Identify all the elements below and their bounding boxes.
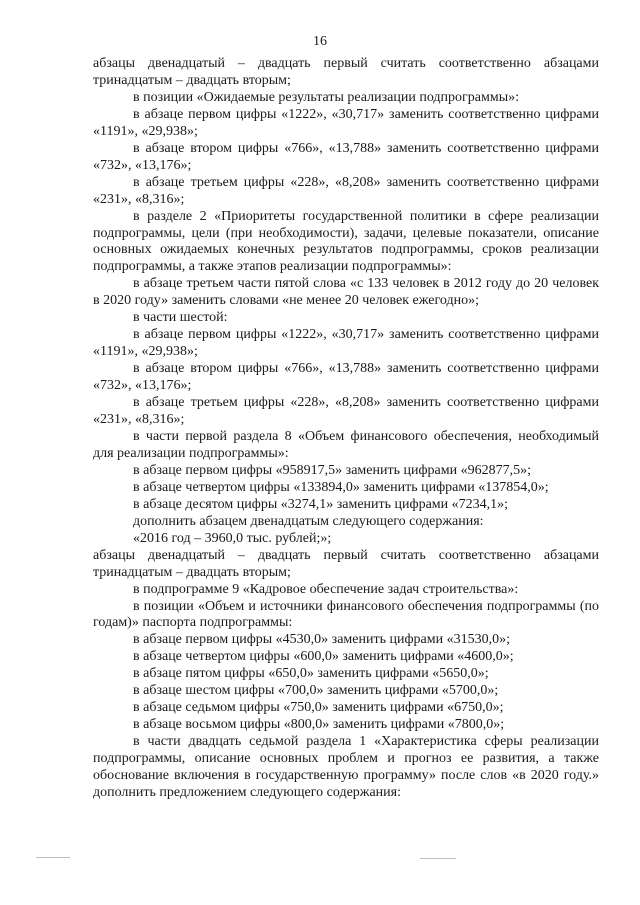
paragraph-13: в абзаце первом цифры «958917,5» заменить цифрами «962877,5»; [133, 462, 531, 478]
paragraph-10: в абзаце втором цифры «766», «13,788» заменить соответственно цифрами «732», «13,176»; [93, 361, 599, 394]
paragraph-11: в абзаце третьем цифры «228», «8,208» заменить соответственно цифрами «231», «8,316»; [93, 395, 599, 428]
paragraph-7: в абзаце третьем части пятой слова «с 133 человек в 2012 году до 20 человек в 2020 году» заменить словами «не менее 20 человек ежегодно»; [93, 276, 599, 309]
paragraph-20: в позиции «Объем и источники финансового обеспечения подпрограммы (по годам)» паспорта подпрограммы: [93, 598, 599, 631]
paragraph-14: в абзаце четвертом цифры «133894,0» заменить цифрами «137854,0»; [133, 479, 549, 495]
paragraph-23: в абзаце пятом цифры «650,0» заменить цифрами «5650,0»; [133, 666, 489, 682]
paragraph-18: абзацы двенадцатый – двадцать первый считать соответственно абзацами тринадцатым – двадцать вторым; [93, 547, 599, 580]
paragraph-16: дополнить абзацем двенадцатым следующего содержания: [133, 513, 484, 529]
paragraph-27: в части двадцать седьмой раздела 1 «Характеристика сферы реализации подпрограммы, описание основных проблем и прогноз ее развития, а также обоснование включения в государственную программу» после слов «в 2020 году.» дополнить предложением следующего содержания: [93, 734, 599, 800]
scan-speck-left [36, 857, 70, 858]
paragraph-4: в абзаце втором цифры «766», «13,788» заменить соответственно цифрами «732», «13,176»; [93, 140, 599, 173]
paragraph-6: в разделе 2 «Приоритеты государственной политики в сфере реализации подпрограммы, цели (при необходимости), задачи, целевые показатели, описание основных ожидаемых конечных результатов подпрограммы, сроков реализации подпрограммы, а также этапов реализации подпрограммы»: [93, 208, 599, 275]
paragraph-3: в абзаце первом цифры «1222», «30,717» заменить соответственно цифрами «1191», «29,938»; [93, 106, 599, 139]
paragraph-8: в части шестой: [133, 310, 228, 326]
document-body [93, 56, 599, 802]
scan-speck-right [420, 858, 456, 859]
paragraph-25: в абзаце седьмом цифры «750,0» заменить цифрами «6750,0»; [133, 700, 504, 716]
paragraph-19: в подпрограмме 9 «Кадровое обеспечение задач строительства»: [133, 581, 519, 597]
paragraph-24: в абзаце шестом цифры «700,0» заменить цифрами «5700,0»; [133, 683, 499, 699]
paragraph-22: в абзаце четвертом цифры «600,0» заменить цифрами «4600,0»; [133, 649, 514, 665]
paragraph-26: в абзаце восьмом цифры «800,0» заменить цифрами «7800,0»; [133, 717, 505, 733]
page-number: 16 [313, 34, 327, 49]
paragraph-1: абзацы двенадцатый – двадцать первый считать соответственно абзацами тринадцатым – двадцать вторым; [93, 56, 599, 88]
paragraph-17: «2016 год – 3960,0 тыс. рублей;»; [133, 530, 332, 546]
paragraph-2: в позиции «Ожидаемые результаты реализации подпрограммы»: [133, 89, 520, 105]
paragraph-5: в абзаце третьем цифры «228», «8,208» заменить соответственно цифрами «231», «8,316»; [93, 174, 599, 207]
paragraph-12: в части первой раздела 8 «Объем финансового обеспечения, необходимый для реализации подпрограммы»: [93, 428, 599, 461]
paragraph-15: в абзаце десятом цифры «3274,1» заменить цифрами «7234,1»; [133, 496, 509, 512]
paragraph-9: в абзаце первом цифры «1222», «30,717» заменить соответственно цифрами «1191», «29,938»; [93, 327, 599, 360]
paragraph-21: в абзаце первом цифры «4530,0» заменить цифрами «31530,0»; [133, 632, 510, 648]
